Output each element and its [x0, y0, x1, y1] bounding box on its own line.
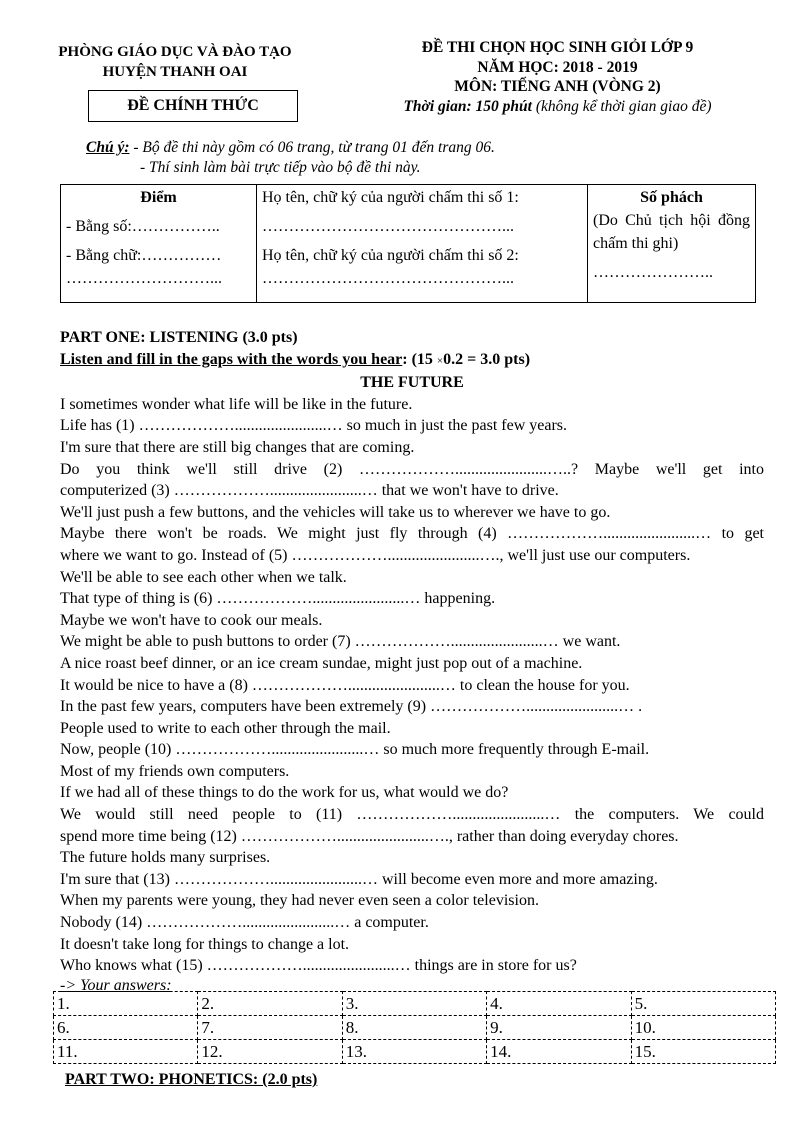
score-table — [60, 184, 756, 303]
grader-cell — [257, 185, 588, 303]
code-cell — [588, 185, 756, 303]
passage-line: We'll just push a few buttons, and the vehicles will take us to wherever we have to go. — [60, 503, 611, 521]
grader-2-dots[interactable]: ………………………………………... — [262, 270, 514, 287]
passage-line: That type of thing is (6) ……………….......................… happening. — [60, 590, 496, 608]
passage-line: A nice roast beef dinner, or an ice cream sundae, might just pop out of a machine. — [60, 654, 583, 672]
passage-line: Life has (1) ……………….......................… so much in just the past few years. — [60, 417, 568, 435]
exam-note — [86, 138, 495, 178]
instruction-score-rest: 0.2 = 3.0 pts) — [443, 350, 531, 368]
answers-row — [54, 992, 776, 1016]
score-dots[interactable]: ………………………... — [66, 270, 222, 287]
part-one-title: PART ONE: LISTENING (3.0 pts) — [60, 329, 298, 346]
school-year: NĂM HỌC: 2018 - 2019 — [477, 58, 638, 76]
times-symbol: × — [436, 354, 444, 367]
answer-cell[interactable]: 10. — [631, 1016, 775, 1040]
department-line-1: PHÒNG GIÁO DỤC VÀ ĐÀO TẠO — [58, 44, 292, 60]
answer-cell[interactable]: 6. — [54, 1016, 198, 1040]
passage-line: In the past few years, computers have been extremely (9) ……………….......................… . — [60, 698, 643, 716]
passage-line: I'm sure that there are still big changes that are coming. — [60, 438, 415, 456]
passage-line: It doesn't take long for things to change a lot. — [60, 935, 350, 953]
note-label: Chú ý: — [86, 139, 130, 156]
answer-cell[interactable]: 2. — [198, 992, 342, 1016]
time-line — [345, 97, 770, 117]
answer-cell[interactable]: 3. — [342, 992, 486, 1016]
score-cell — [61, 185, 257, 303]
instruction-text: Listen and fill in the gaps with the words you hear — [60, 350, 403, 368]
passage-line: Maybe there won't be roads. We might just fly through (4) ……………….......................… to get — [60, 525, 764, 543]
passage-title: THE FUTURE — [360, 374, 464, 392]
exam-title: ĐỀ THI CHỌN HỌC SINH GIỎI LỚP 9 — [421, 39, 694, 56]
answers-row — [54, 1040, 776, 1064]
answer-cell[interactable]: 8. — [342, 1016, 486, 1040]
answers-table — [53, 991, 776, 1064]
passage-line: We might be able to push buttons to order (7) ……………….......................… we want. — [60, 633, 621, 651]
code-title: Số phách — [640, 189, 703, 206]
passage-line: where we want to go. Instead of (5) ……………….......................…., we'll just use our computers. — [60, 546, 691, 564]
answer-cell[interactable]: 9. — [487, 1016, 631, 1040]
time-note: (không kể thời gian giao đề) — [531, 97, 712, 115]
passage-line: The future holds many surprises. — [60, 849, 271, 867]
answer-cell[interactable]: 4. — [487, 992, 631, 1016]
passage-line: computerized (3) ……………….......................… that we won't have to drive. — [60, 482, 559, 500]
passage-line: spend more time being (12) ……………….......................…., rather than doing everyday chores. — [60, 827, 679, 845]
score-by-words[interactable]: - Bằng chữ:…………… — [66, 247, 222, 264]
passage-line: Most of my friends own computers. — [60, 762, 290, 780]
passage-line: I'm sure that (13) ……………….......................… will become even more and more amazing. — [60, 870, 658, 888]
part-two-title: PART TWO: PHONETICS: (2.0 pts) — [65, 1071, 318, 1088]
score-by-number[interactable]: - Bằng số:…………….. — [66, 218, 220, 235]
answers-row — [54, 1016, 776, 1040]
header-department — [30, 42, 320, 82]
passage-line: Nobody (14) ……………….......................… a computer. — [60, 914, 429, 932]
note-line-1: - Bộ đề thi này gồm có 06 trang, từ trang 01 đến trang 06. — [129, 139, 495, 156]
answer-cell[interactable]: 1. — [54, 992, 198, 1016]
answer-cell[interactable]: 15. — [631, 1040, 775, 1064]
grader-1-label: Họ tên, chữ ký của người chấm thi số 1: — [262, 189, 519, 206]
passage-line: If we had all of these things to do the work for us, what would we do? — [60, 784, 509, 802]
department-line-2: HUYỆN THANH OAI — [102, 64, 248, 80]
header-exam-info — [345, 38, 770, 116]
passage-line: When my parents were young, they had never even seen a color television. — [60, 892, 539, 910]
passage-line: Maybe we won't have to cook our meals. — [60, 611, 323, 629]
official-exam-box: ĐỀ CHÍNH THỨC — [88, 90, 298, 122]
score-title: Điểm — [140, 189, 177, 206]
passage-line: I sometimes wonder what life will be like in the future. — [60, 395, 413, 413]
subject: MÔN: TIẾNG ANH (VÒNG 2) — [454, 78, 661, 95]
answer-cell[interactable]: 5. — [631, 992, 775, 1016]
answer-cell[interactable]: 7. — [198, 1016, 342, 1040]
instruction-score: : (15 — [402, 350, 437, 368]
part-one-section — [60, 327, 764, 996]
passage-line: We would still need people to (11) ……………….......................… the computers. We could — [60, 806, 764, 824]
code-dots[interactable]: ………………….. — [593, 264, 713, 281]
answer-cell[interactable]: 12. — [198, 1040, 342, 1064]
grader-2-label: Họ tên, chữ ký của người chấm thi số 2: — [262, 247, 519, 264]
answer-cell[interactable]: 11. — [54, 1040, 198, 1064]
answers-label: -> Your answers: — [60, 976, 172, 994]
passage-line: Who knows what (15) ……………….......................… things are in store for us? — [60, 957, 577, 975]
grader-1-dots[interactable]: ………………………………………... — [262, 218, 514, 235]
part-one-instruction — [60, 349, 764, 373]
passage-line: Now, people (10) ……………….......................… so much more frequently through E-mail. — [60, 741, 650, 759]
passage-line: People used to write to each other through the mail. — [60, 719, 391, 737]
passage-lines — [60, 394, 764, 977]
passage-line: It would be nice to have a (8) ……………….......................… to clean the house for you. — [60, 676, 630, 694]
time-label: Thời gian: 150 phút — [403, 97, 532, 115]
answer-cell[interactable]: 13. — [342, 1040, 486, 1064]
code-note: (Do Chủ tịch hội đồng chấm thi ghi) — [593, 212, 750, 252]
passage-line: We'll be able to see each other when we talk. — [60, 568, 347, 586]
answer-cell[interactable]: 14. — [487, 1040, 631, 1064]
note-line-2: - Thí sinh làm bài trực tiếp vào bộ đề thi này. — [140, 159, 421, 176]
passage-line: Do you think we'll still drive (2) ……………….......................…..? Maybe we'll get into — [60, 460, 764, 478]
